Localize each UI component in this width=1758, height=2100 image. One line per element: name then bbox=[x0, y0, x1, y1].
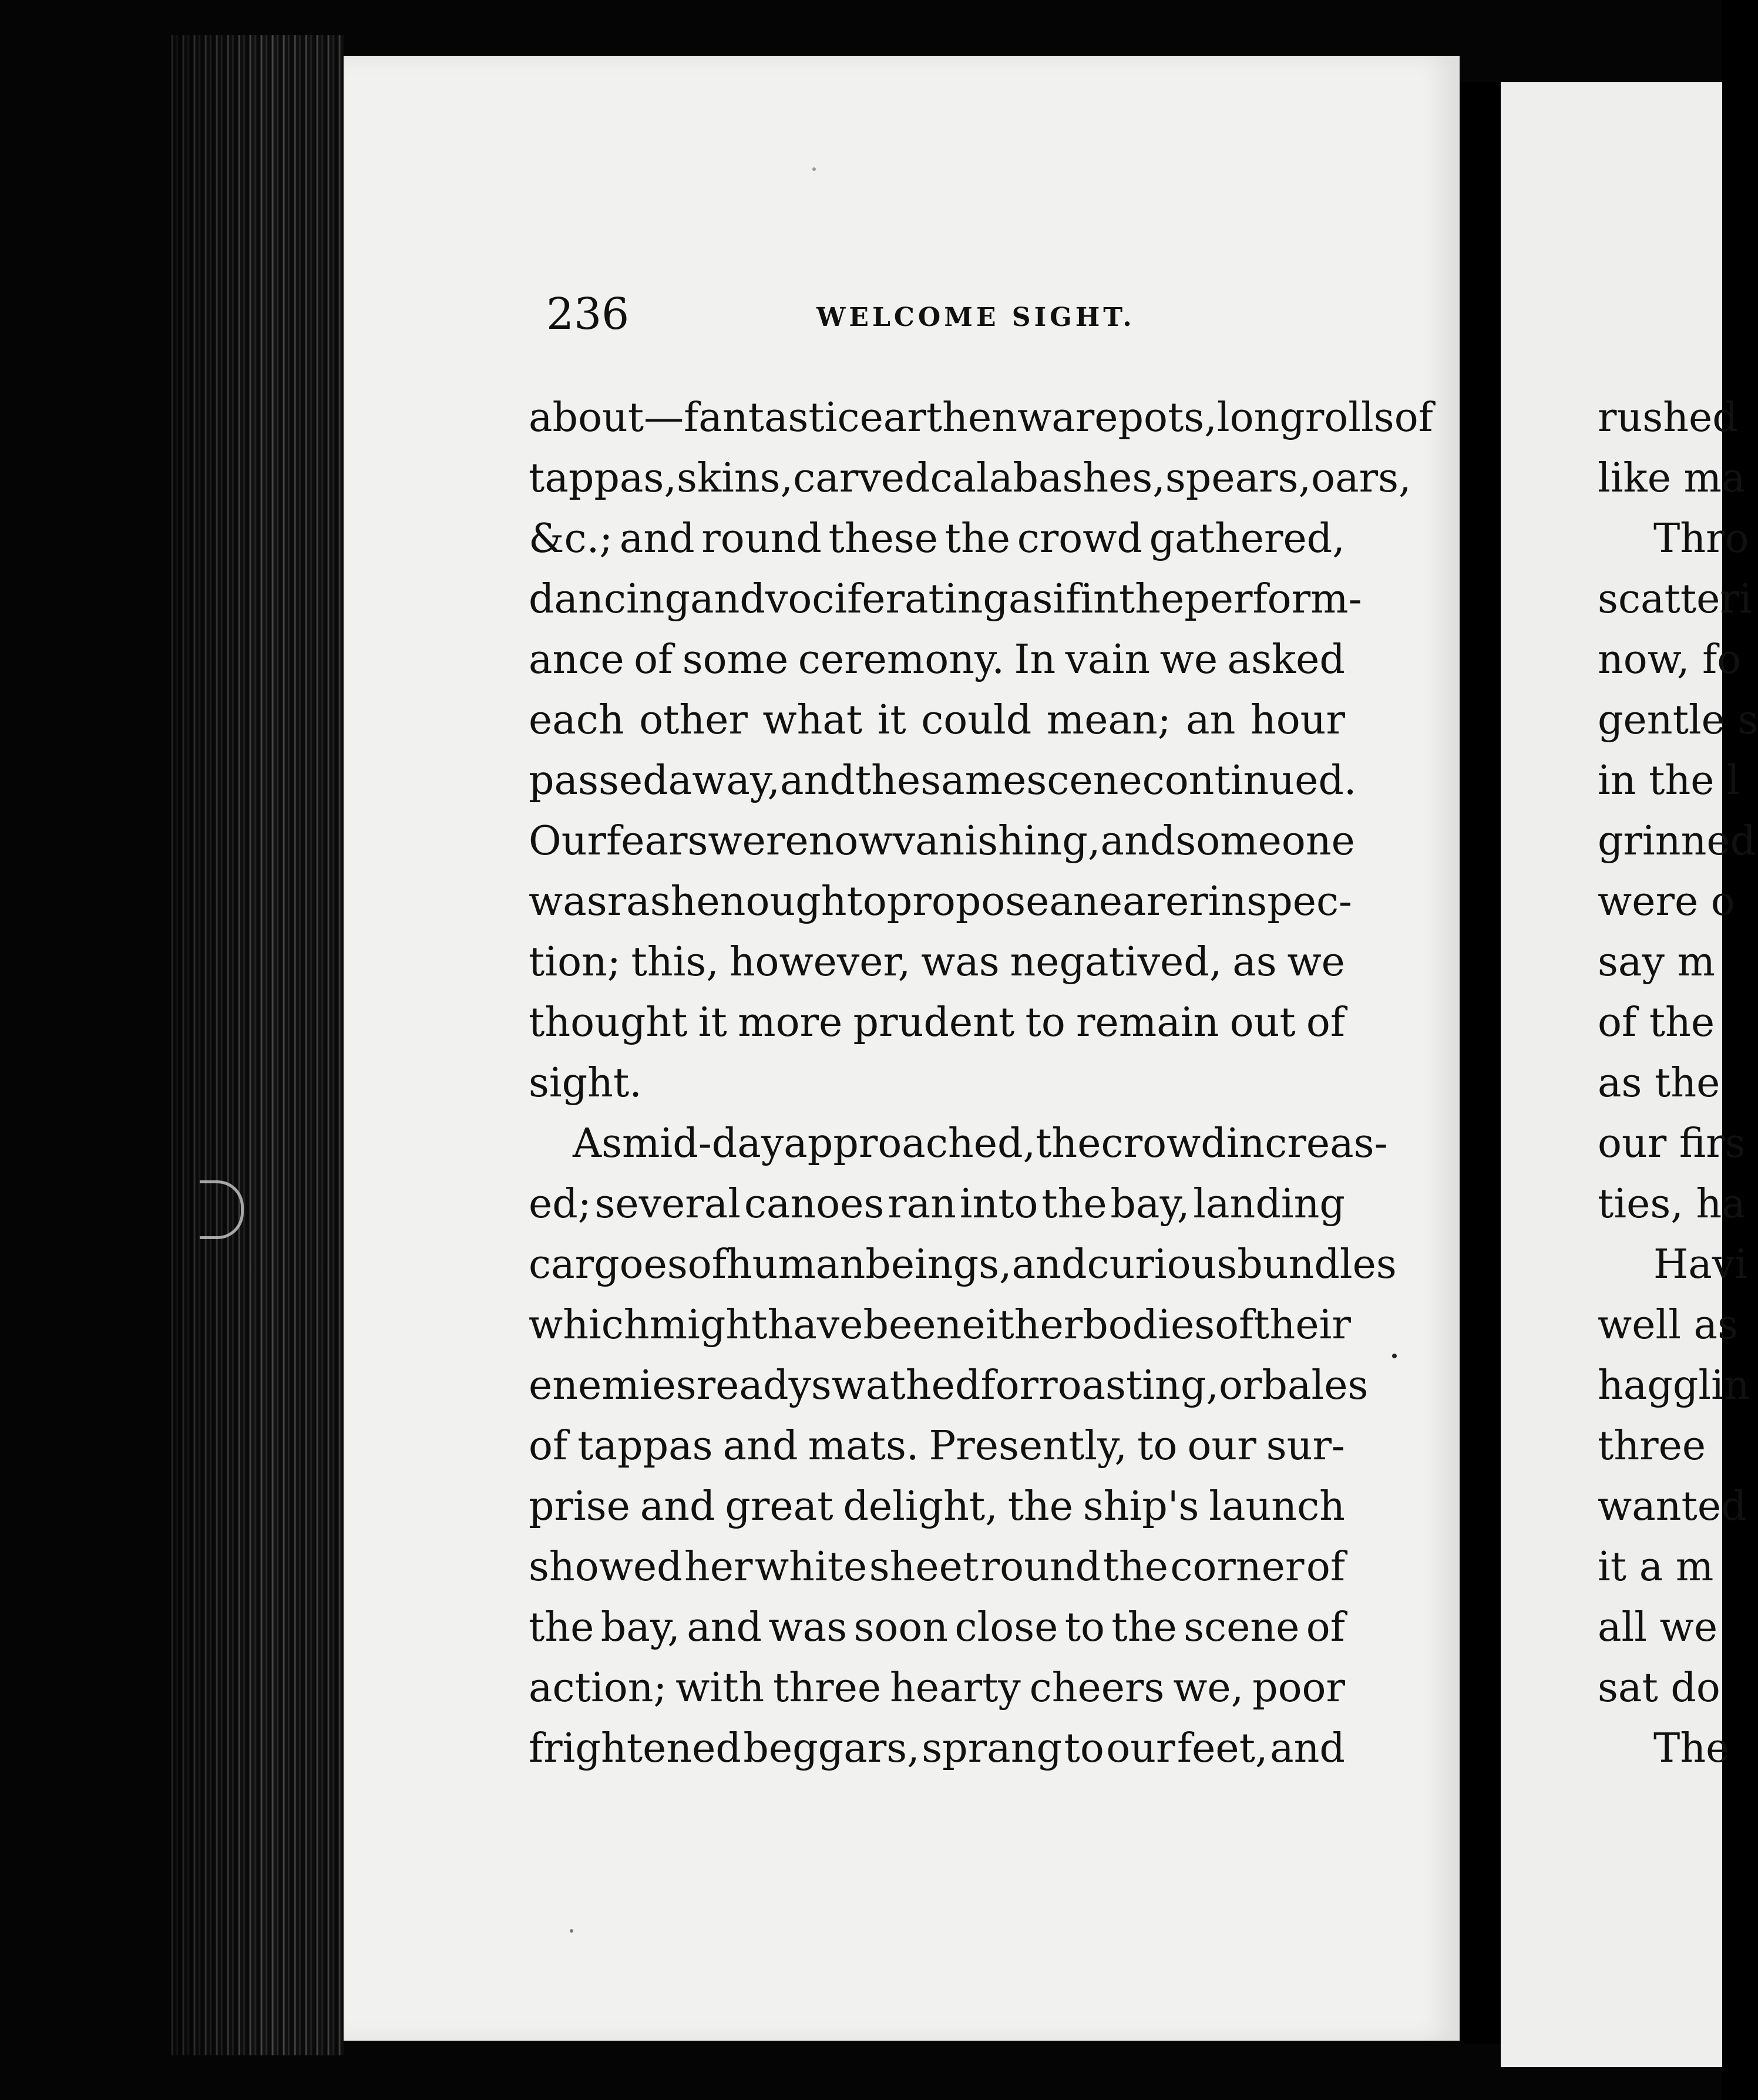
text-line: frightened beggars, sprang to our feet, and bbox=[529, 1725, 1345, 1772]
page-edges bbox=[167, 35, 344, 2055]
text-line: thought it more prudent to remain out of bbox=[529, 999, 1345, 1046]
text-line: &c.; and round these the crowd gathered, bbox=[529, 516, 1345, 562]
text-line: passed away, and the same scene continued. bbox=[529, 758, 1357, 804]
text-line: in the l bbox=[1598, 758, 1740, 804]
text-line: about—fantastic earthenware pots, long rolls of bbox=[529, 395, 1433, 441]
text-line: three bbox=[1598, 1423, 1706, 1469]
text-line: like ma bbox=[1598, 455, 1746, 502]
text-line: as the bbox=[1598, 1060, 1720, 1106]
text-line: The bbox=[1653, 1725, 1730, 1772]
text-line: hagglin bbox=[1598, 1362, 1750, 1409]
text-line: prise and great delight, the ship's launch bbox=[529, 1483, 1345, 1530]
text-line: As mid-day approached, the crowd increas- bbox=[573, 1120, 1388, 1167]
running-head-title: WELCOME SIGHT. bbox=[816, 302, 1135, 332]
text-line: Our fears were now vanishing, and some one bbox=[529, 818, 1355, 864]
text-line: ties, ha bbox=[1598, 1181, 1746, 1227]
text-line: well as bbox=[1598, 1302, 1738, 1348]
book-gutter bbox=[1460, 82, 1501, 2044]
text-line: Thro bbox=[1653, 516, 1749, 562]
text-line: rushed bbox=[1598, 395, 1738, 441]
text-line: dancing and vociferating as if in the perform- bbox=[529, 576, 1362, 622]
text-line: cargoes of human beings, and curious bundles bbox=[529, 1241, 1397, 1288]
text-line: gentle s bbox=[1598, 697, 1758, 743]
ink-speck bbox=[812, 167, 816, 171]
text-line: tappas, skins, carved calabashes, spears, oars, bbox=[529, 455, 1411, 502]
text-line: scatteri bbox=[1598, 576, 1752, 622]
running-head bbox=[546, 282, 1369, 352]
text-line: of tappas and mats. Presently, to our sur- bbox=[529, 1423, 1345, 1469]
text-line: our firs bbox=[1598, 1120, 1746, 1167]
text-line: all we bbox=[1598, 1604, 1718, 1651]
text-line: sat do bbox=[1598, 1665, 1720, 1711]
text-line: sight. bbox=[529, 1060, 642, 1106]
text-line: which might have been either bodies of their bbox=[529, 1302, 1351, 1348]
text-line: the bay, and was soon close to the scene of bbox=[529, 1604, 1345, 1651]
text-line: it a m bbox=[1598, 1544, 1714, 1590]
text-line: ance of some ceremony. In vain we asked bbox=[529, 637, 1345, 683]
text-line: showed her white sheet round the corner of bbox=[529, 1544, 1345, 1590]
text-line: was rash enough to propose a nearer inspec- bbox=[529, 879, 1353, 925]
text-line: wanted bbox=[1598, 1483, 1747, 1530]
text-line: say m bbox=[1598, 939, 1715, 985]
text-line: action; with three hearty cheers we, poor bbox=[529, 1665, 1345, 1711]
page-number: 236 bbox=[546, 289, 630, 339]
text-line: now, fo bbox=[1598, 637, 1742, 683]
right-page-text bbox=[1598, 388, 1758, 1779]
text-line: ed; several canoes ran into the bay, landing bbox=[529, 1181, 1345, 1227]
text-line: Havi bbox=[1653, 1241, 1748, 1288]
text-line: enemies ready swathed for roasting, or bales bbox=[529, 1362, 1369, 1409]
left-page-text bbox=[529, 388, 1433, 1779]
ink-speck bbox=[1392, 1354, 1397, 1358]
text-line: of the bbox=[1598, 999, 1715, 1046]
text-line: grinned bbox=[1598, 818, 1756, 864]
ink-speck bbox=[570, 1929, 573, 1933]
text-line: tion; this, however, was negatived, as we bbox=[529, 939, 1345, 985]
text-line: each other what it could mean; an hour bbox=[529, 697, 1345, 743]
text-line: were o bbox=[1598, 879, 1735, 925]
